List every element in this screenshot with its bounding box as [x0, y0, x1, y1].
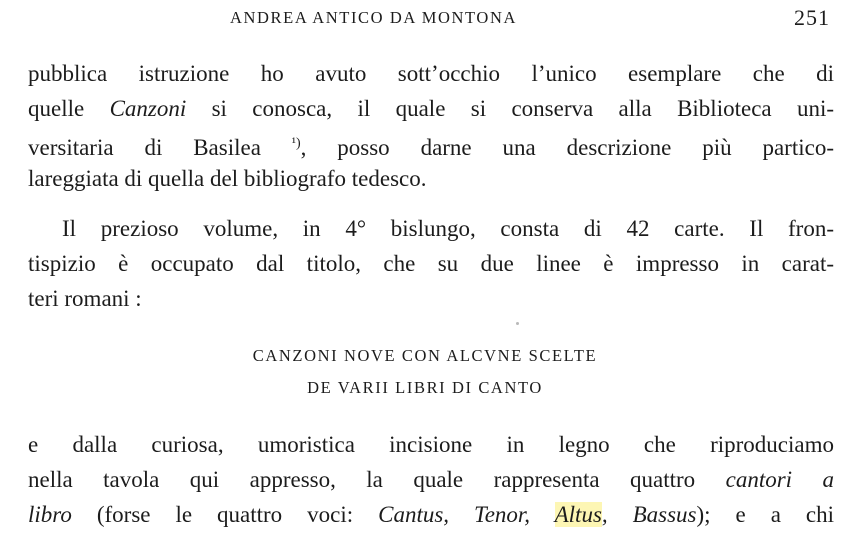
highlighted-word-altus[interactable]: Altus [554, 502, 602, 527]
text-line: lareggiata di quella del bibliografo tedesco. [28, 166, 427, 191]
text-line: versitaria di Basilea $^{^1)}$, posso darne una descrizione più partico- [28, 135, 834, 160]
paragraph-3 [28, 427, 834, 532]
page-number: 251 [794, 5, 830, 30]
text-line: pubblica istruzione ho avuto sott’occhio l’unico esemplare che di [28, 61, 834, 86]
text-line: libro (forse le quattro voci: Cantus, Tenor, Altus, Bassus); e a chi [28, 502, 834, 527]
text-line: Il prezioso volume, in 4° bislungo, consta di 42 carte. Il fron- [62, 216, 834, 241]
italic-word: libro [28, 502, 72, 527]
paper-speck [516, 322, 519, 325]
text-line: nella tavola qui appresso, la quale rappresenta quattro cantori a [28, 467, 834, 492]
italic-word: Bassus [632, 502, 697, 527]
text-line: quelle Canzoni si conosca, il quale si conserva alla Biblioteca uni- [28, 96, 835, 121]
running-head-title: ANDREA ANTICO DA MONTONA [230, 8, 517, 27]
paragraph-1 [28, 56, 834, 196]
book-title-block [0, 340, 850, 404]
footnote-reference[interactable]: ¹) [291, 136, 301, 151]
italic-phrase: cantori a [725, 467, 834, 492]
text-line: tispizio è occupato dal titolo, che su due linee è impresso in carat- [28, 251, 834, 276]
text-line: e dalla curiosa, umoristica incisione in legno che riproduciamo [28, 432, 834, 457]
italic-voice-names: Cantus, Tenor, [378, 502, 555, 527]
text-line: teri romani : [28, 286, 142, 311]
paragraph-2 [28, 211, 834, 316]
italic-word: Canzoni [109, 96, 187, 121]
running-head [0, 5, 850, 34]
book-title-line: DE VARII LIBRI DI CANTO [307, 378, 543, 397]
book-title-line: CANZONI NOVE CON ALCVNE SCELTE [252, 346, 598, 365]
